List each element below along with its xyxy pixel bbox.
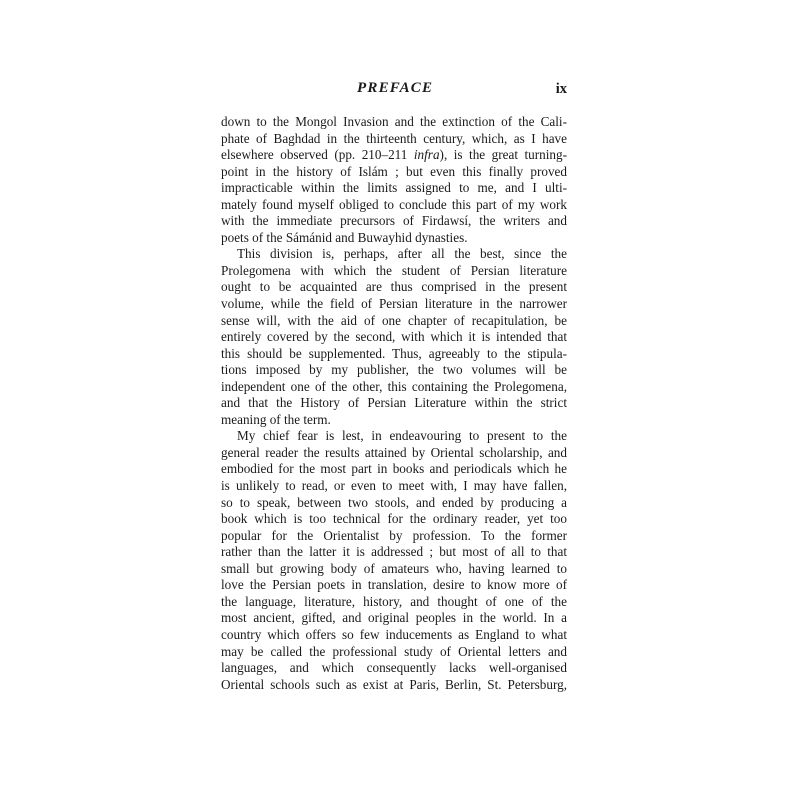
text-line: rather than the latter it is addressed ; but most of all to that <box>221 544 567 560</box>
text-line: impracticable within the limits assigned to me, and I ulti- <box>221 180 567 196</box>
paragraph-2 <box>221 246 567 428</box>
paragraph-3 <box>221 428 567 693</box>
text-line: volume, while the field of Persian literature in the narrower <box>221 296 567 312</box>
text-line: Oriental schools such as exist at Paris, Berlin, St. Petersburg, <box>221 676 567 692</box>
text-line: book which is too technical for the ordinary reader, yet too <box>221 511 567 527</box>
text-line: is unlikely to read, or even to meet with, I may have fallen, <box>221 478 567 494</box>
text-line: meaning of the term. <box>221 411 331 427</box>
text-line: independent one of the other, this containing the Prolegomena, <box>221 378 567 394</box>
paragraph-1 <box>221 114 567 246</box>
text-run: ), is the great turning- <box>439 147 567 163</box>
text-line: love the Persian poets in translation, desire to know more of <box>221 577 567 593</box>
text-line: may be called the professional study of Oriental letters and <box>221 643 567 659</box>
text-line: ought to be acquainted are thus comprised in the present <box>221 279 567 295</box>
text-line: and that the History of Persian Literature within the strict <box>221 395 567 411</box>
italic-text-run: infra <box>413 147 440 163</box>
text-line: popular for the Orientalist by profession. To the former <box>221 527 567 543</box>
text-line: This division is, perhaps, after all the best, since the <box>237 246 567 262</box>
text-line: phate of Baghdad in the thirteenth century, which, as I have <box>221 130 567 146</box>
text-line: country which offers so few inducements as England to what <box>221 626 567 642</box>
text-line: languages, and which consequently lacks well-organised <box>221 660 567 676</box>
text-line: embodied for the most part in books and periodicals which he <box>221 461 567 477</box>
text-line-with-italic <box>221 147 567 164</box>
text-line: Prolegomena with which the student of Persian literature <box>221 262 567 278</box>
text-run: elsewhere observed (pp. 210–211 <box>221 147 414 163</box>
text-line: poets of the Sámánid and Buwayhid dynasties. <box>221 229 468 245</box>
text-line: sense will, with the aid of one chapter of recapitulation, be <box>221 312 567 328</box>
text-line: this should be supplemented. Thus, agreeably to the stipula- <box>221 345 567 361</box>
text-line: entirely covered by the second, with which it is intended that <box>221 329 567 345</box>
text-line: so to speak, between two stools, and ended by producing a <box>221 494 567 510</box>
book-page <box>221 78 567 693</box>
text-line: tions imposed by my publisher, the two volumes will be <box>221 362 567 378</box>
text-line: down to the Mongol Invasion and the extinction of the Cali- <box>221 114 567 129</box>
text-line: mately found myself obliged to conclude this part of my work <box>221 196 567 212</box>
text-line: small but growing body of amateurs who, having learned to <box>221 560 567 576</box>
running-title: PREFACE <box>357 80 434 96</box>
text-line: most ancient, gifted, and original peoples in the world. In a <box>221 610 567 626</box>
text-line: with the immediate precursors of Firdawsí, the writers and <box>221 213 567 229</box>
page-number: ix <box>555 81 567 97</box>
running-head <box>221 78 567 104</box>
text-line: the language, literature, history, and thought of one of the <box>221 593 567 609</box>
body-text <box>221 114 567 693</box>
text-line: point in the history of Islám ; but even this finally proved <box>221 163 567 179</box>
text-line: My chief fear is lest, in endeavouring to present to the <box>237 428 567 444</box>
text-line: general reader the results attained by Oriental scholarship, and <box>221 444 567 460</box>
